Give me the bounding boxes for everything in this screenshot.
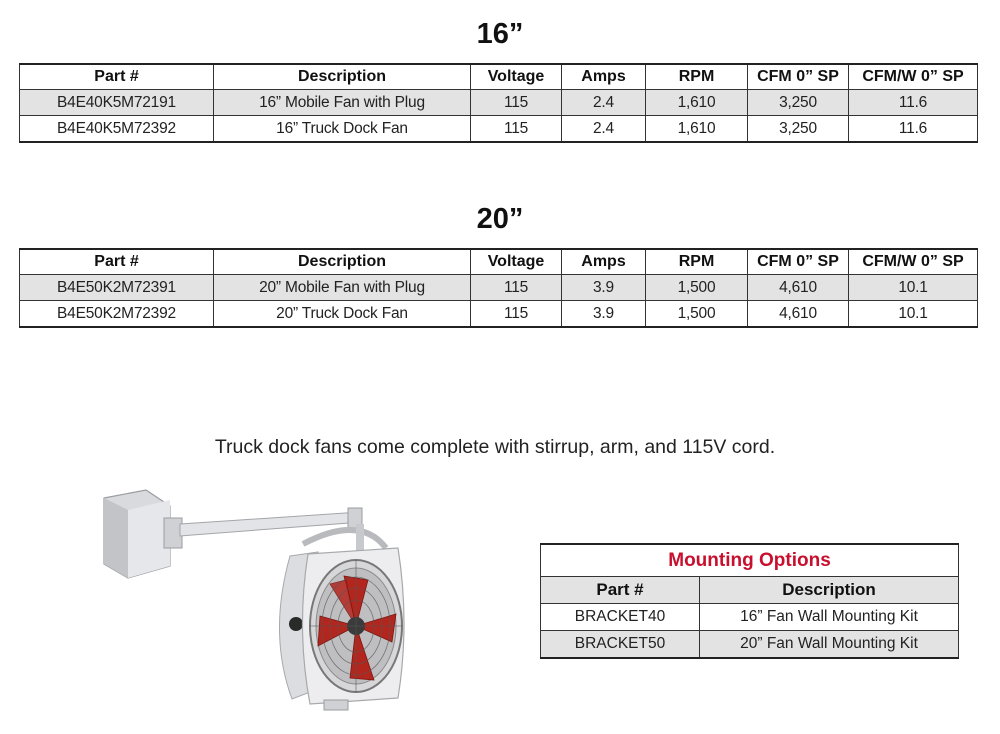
column-header: Part # [20, 249, 214, 275]
table-header-row [20, 249, 978, 275]
column-header: Amps [562, 64, 646, 90]
table-cell: 3.9 [562, 301, 646, 328]
table-cell: B4E40K5M72392 [20, 116, 214, 143]
table-cell: 4,610 [748, 275, 849, 301]
table-cell: 115 [471, 90, 562, 116]
caption-text: Truck dock fans come complete with stirrup, arm, and 115V cord. [214, 436, 776, 458]
column-header: RPM [646, 249, 748, 275]
table-row [541, 604, 959, 631]
spec-table-16 [19, 63, 978, 143]
table-cell: 2.4 [562, 116, 646, 143]
table-cell: B4E50K2M72391 [20, 275, 214, 301]
table-cell: 3,250 [748, 116, 849, 143]
table-cell: 16” Fan Wall Mounting Kit [700, 604, 959, 631]
mounting-options-title: Mounting Options [541, 544, 959, 577]
table-cell: 20” Mobile Fan with Plug [214, 275, 471, 301]
section-title-20: 20” [476, 203, 524, 235]
table-cell: 115 [471, 301, 562, 328]
table-cell: 11.6 [849, 116, 978, 143]
table-cell: BRACKET40 [541, 604, 700, 631]
table-header-row [541, 577, 959, 604]
table-cell: 4,610 [748, 301, 849, 328]
column-header: Description [700, 577, 959, 604]
table-cell: 115 [471, 275, 562, 301]
table-cell: 10.1 [849, 275, 978, 301]
table-cell: 20” Fan Wall Mounting Kit [700, 631, 959, 659]
table-row [20, 301, 978, 328]
table-cell: 16” Truck Dock Fan [214, 116, 471, 143]
table-row [20, 90, 978, 116]
table-cell: B4E40K5M72191 [20, 90, 214, 116]
table-cell: 1,610 [646, 90, 748, 116]
table-cell: 2.4 [562, 90, 646, 116]
column-header: CFM/W 0” SP [849, 64, 978, 90]
table-header-row [20, 64, 978, 90]
column-header: Part # [20, 64, 214, 90]
column-header: CFM 0” SP [748, 249, 849, 275]
column-header: CFM 0” SP [748, 64, 849, 90]
column-header: RPM [646, 64, 748, 90]
table-row [20, 116, 978, 143]
section-title-16: 16” [476, 18, 524, 50]
table-cell: 3,250 [748, 90, 849, 116]
column-header: Voltage [471, 249, 562, 275]
column-header: Voltage [471, 64, 562, 90]
table-row [541, 631, 959, 659]
table-cell: BRACKET50 [541, 631, 700, 659]
table-cell: 10.1 [849, 301, 978, 328]
column-header: Part # [541, 577, 700, 604]
table-cell: 1,610 [646, 116, 748, 143]
mounting-options-table [540, 543, 959, 659]
column-header: Description [214, 64, 471, 90]
table-cell: B4E50K2M72392 [20, 301, 214, 328]
table-cell: 115 [471, 116, 562, 143]
column-header: Description [214, 249, 471, 275]
table-cell: 3.9 [562, 275, 646, 301]
column-header: CFM/W 0” SP [849, 249, 978, 275]
table-cell: 16” Mobile Fan with Plug [214, 90, 471, 116]
table-cell: 11.6 [849, 90, 978, 116]
table-cell: 1,500 [646, 275, 748, 301]
column-header: Amps [562, 249, 646, 275]
table-row [20, 275, 978, 301]
table-cell: 1,500 [646, 301, 748, 328]
table-cell: 20” Truck Dock Fan [214, 301, 471, 328]
spec-table-20 [19, 248, 978, 328]
truck-dock-fan-image [98, 484, 418, 729]
